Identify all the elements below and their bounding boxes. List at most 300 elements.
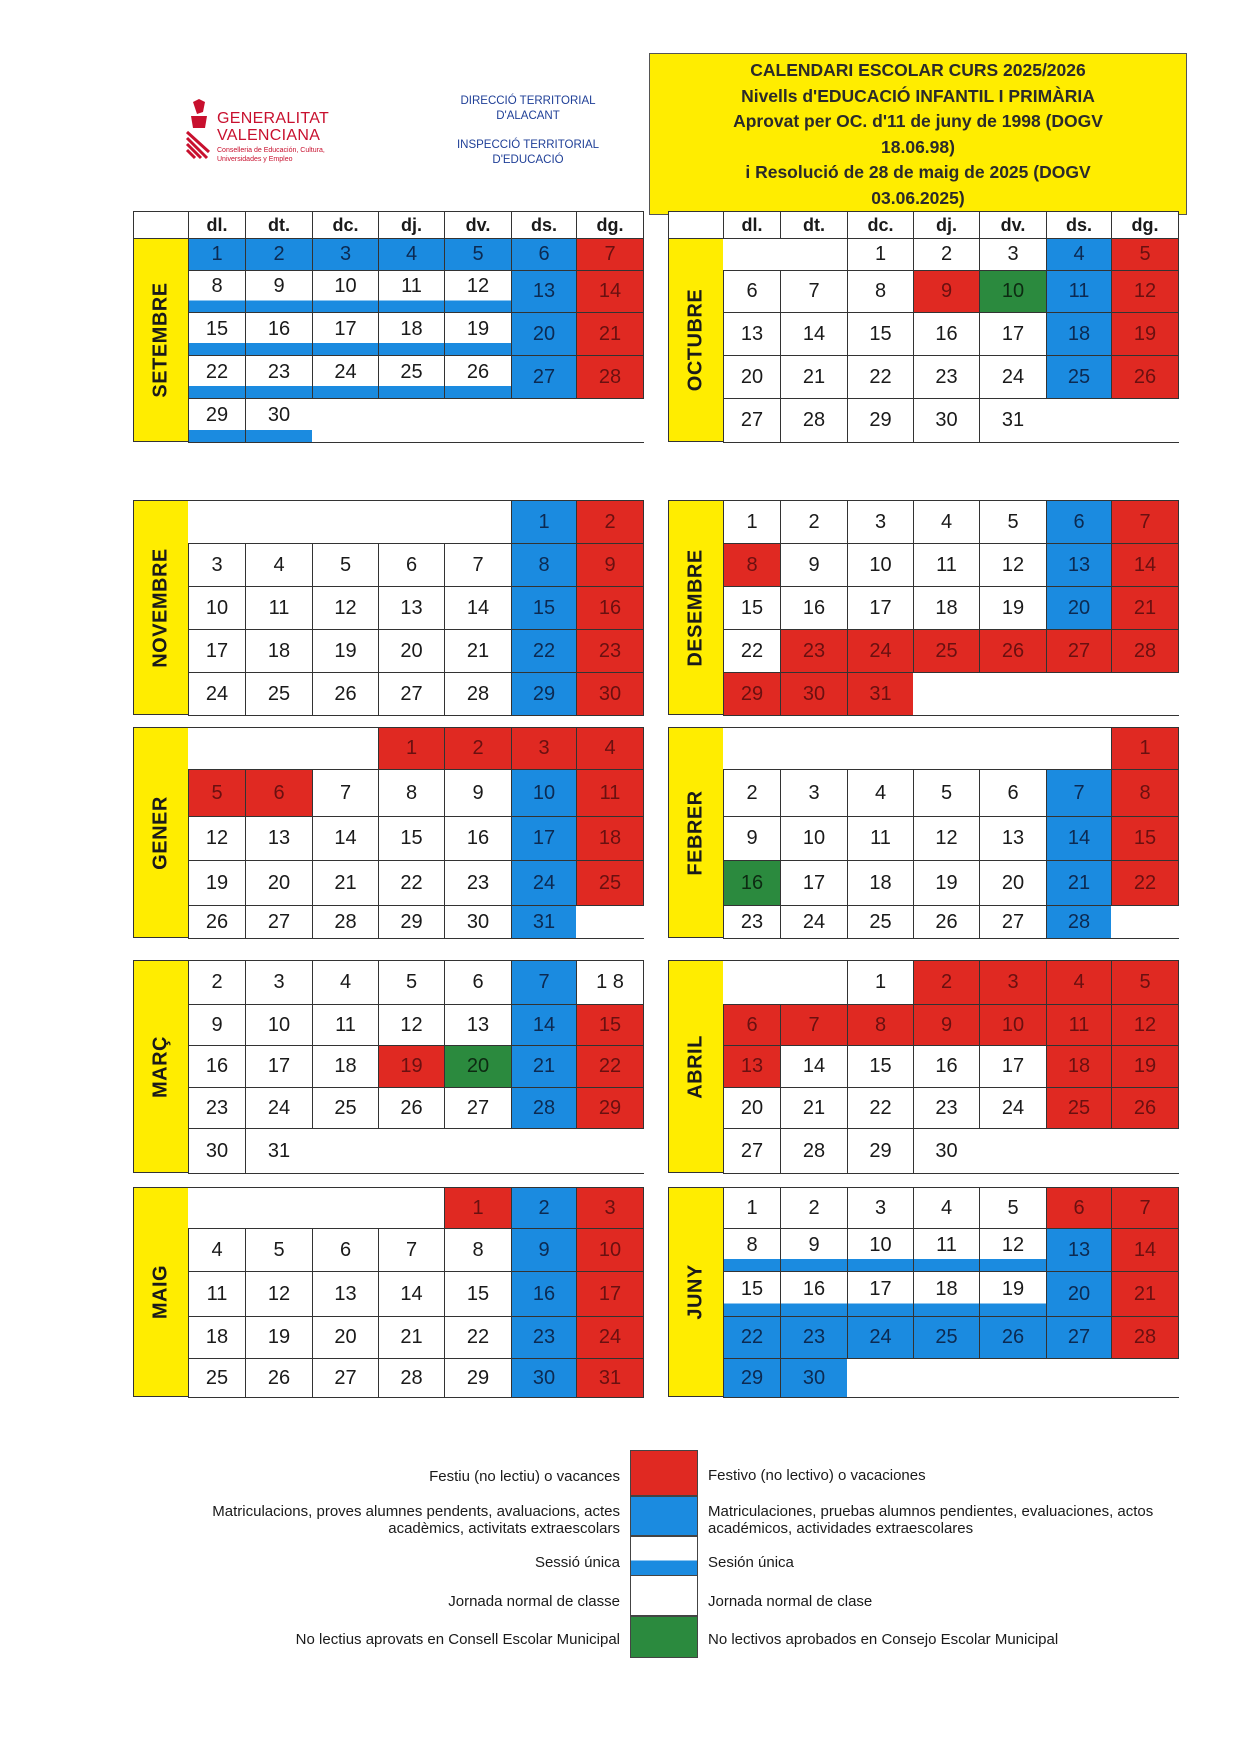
day-cell: 18 [1046, 1045, 1112, 1088]
day-cell: 21 [378, 1316, 445, 1359]
legend-label-ca: Jornada normal de classe [448, 1593, 620, 1610]
day-cell: 17 [847, 1271, 914, 1317]
day-cell: 8 [511, 543, 577, 587]
month-abril [668, 960, 1178, 1173]
day-cell: 27 [378, 672, 445, 716]
day-cell: 20 [245, 860, 313, 906]
empty-day-cell [979, 1358, 1047, 1398]
day-cell: 5 [188, 769, 246, 817]
day-cell: 3 [188, 543, 246, 587]
empty-day-cell [511, 398, 577, 443]
day-cell: 29 [576, 1087, 644, 1129]
day-cell: 6 [1046, 1187, 1112, 1229]
day-cell: 19 [188, 860, 246, 906]
day-cell: 4 [576, 727, 644, 770]
empty-day-cell [312, 1128, 379, 1174]
month-juny [668, 1187, 1178, 1397]
month-label [133, 727, 189, 938]
day-cell: 6 [723, 1004, 781, 1046]
day-cell: 26 [312, 672, 379, 716]
month-label [668, 500, 724, 715]
weekday-header: dc. [312, 211, 379, 239]
day-cell: 4 [913, 1187, 980, 1229]
legend [0, 1450, 1241, 1700]
day-cell: 17 [979, 312, 1047, 356]
day-cell: 19 [444, 312, 512, 356]
day-cell: 10 [979, 1004, 1047, 1046]
month-label [133, 238, 189, 442]
day-cell: 11 [1046, 270, 1112, 313]
day-cell: 2 [780, 500, 848, 544]
day-cell: 25 [847, 905, 914, 939]
day-cell: 5 [378, 960, 445, 1005]
day-cell: 16 [188, 1045, 246, 1088]
empty-day-cell [723, 238, 781, 271]
day-cell: 1 [847, 238, 914, 271]
empty-day-cell [979, 1128, 1047, 1174]
day-cell: 27 [245, 905, 313, 939]
day-cell: 4 [188, 1228, 246, 1272]
day-cell: 19 [979, 586, 1047, 630]
day-cell: 13 [1046, 543, 1112, 587]
day-cell: 7 [1111, 500, 1179, 544]
legend-swatch-normal [630, 1576, 698, 1616]
empty-day-cell [723, 960, 781, 1005]
directorate-line: DIRECCIÓ TERRITORIAL [460, 95, 596, 107]
day-cell: 15 [511, 586, 577, 630]
day-cell: 31 [979, 398, 1047, 443]
day-cell: 13 [723, 312, 781, 356]
month-label [668, 727, 724, 938]
day-cell: 17 [780, 860, 848, 906]
day-cell: 5 [312, 543, 379, 587]
day-cell: 2 [245, 238, 313, 271]
logo-name: GENERALITAT VALENCIANA [217, 110, 330, 144]
day-cell: 14 [511, 1004, 577, 1046]
day-cell: 18 [847, 860, 914, 906]
day-cell: 10 [847, 1228, 914, 1272]
day-cell: 26 [979, 629, 1047, 673]
day-cell: 25 [913, 629, 980, 673]
day-cell: 7 [1111, 1187, 1179, 1229]
day-cell: 28 [1111, 1316, 1179, 1359]
day-cell: 10 [780, 816, 848, 861]
day-cell: 17 [511, 816, 577, 861]
month-label [668, 960, 724, 1173]
empty-day-cell [1111, 398, 1179, 443]
empty-day-cell [780, 960, 848, 1005]
day-cell: 10 [979, 270, 1047, 313]
day-cell: 5 [979, 1187, 1047, 1229]
day-cell: 23 [913, 355, 980, 399]
empty-day-cell [780, 238, 848, 271]
empty-day-cell [444, 500, 512, 544]
day-cell: 27 [1046, 1316, 1112, 1359]
day-cell: 10 [511, 769, 577, 817]
day-cell: 28 [511, 1087, 577, 1129]
day-cell: 24 [245, 1087, 313, 1129]
day-cell: 15 [1111, 816, 1179, 861]
day-cell: 14 [1111, 543, 1179, 587]
legend-row-sessio [0, 1536, 1241, 1576]
day-cell: 6 [245, 769, 313, 817]
day-cell: 16 [780, 1271, 848, 1317]
empty-day-cell [378, 1128, 445, 1174]
day-cell: 12 [1111, 1004, 1179, 1046]
empty-day-cell [1111, 672, 1179, 716]
day-cell: 13 [312, 1271, 379, 1317]
day-cell: 22 [847, 355, 914, 399]
day-cell: 9 [188, 1004, 246, 1046]
day-cell: 28 [312, 905, 379, 939]
month-setembre [133, 211, 643, 442]
month-name: NOVEMBRE [149, 547, 172, 668]
day-cell: 25 [913, 1316, 980, 1359]
day-cell: 8 [444, 1228, 512, 1272]
day-cell: 8 [847, 270, 914, 313]
day-cell: 1 [188, 238, 246, 271]
month-name: GENER [149, 795, 172, 870]
day-cell: 8 [378, 769, 445, 817]
month-desembre [668, 500, 1178, 715]
day-cell: 16 [444, 816, 512, 861]
day-cell: 11 [188, 1271, 246, 1317]
day-cell: 16 [511, 1271, 577, 1317]
empty-day-cell [378, 1187, 445, 1229]
title-line: i Resolució de 28 de maig de 2025 (DOGV [745, 162, 1091, 182]
day-cell: 25 [576, 860, 644, 906]
day-cell: 27 [511, 355, 577, 399]
month-novembre [133, 500, 643, 715]
day-cell: 29 [444, 1358, 512, 1398]
day-cell: 21 [1046, 860, 1112, 906]
day-cell: 23 [245, 355, 313, 399]
day-cell: 15 [576, 1004, 644, 1046]
day-cell: 17 [188, 629, 246, 673]
day-cell: 30 [188, 1128, 246, 1174]
empty-day-cell [312, 727, 379, 770]
weekday-header: dc. [847, 211, 914, 239]
month-name: SETEMBRE [149, 282, 172, 398]
day-cell: 18 [378, 312, 445, 356]
day-cell: 6 [378, 543, 445, 587]
day-cell: 16 [780, 586, 848, 630]
day-cell: 1 [723, 500, 781, 544]
day-cell: 4 [378, 238, 445, 271]
day-cell: 21 [312, 860, 379, 906]
day-cell: 15 [847, 1045, 914, 1088]
day-cell: 27 [723, 1128, 781, 1174]
day-cell: 13 [511, 270, 577, 313]
day-cell: 13 [378, 586, 445, 630]
day-cell: 14 [1046, 816, 1112, 861]
day-cell: 9 [913, 270, 980, 313]
day-cell: 21 [780, 1087, 848, 1129]
empty-day-cell [576, 905, 644, 939]
day-cell: 23 [188, 1087, 246, 1129]
day-cell: 5 [245, 1228, 313, 1272]
day-cell: 16 [913, 312, 980, 356]
day-cell: 26 [913, 905, 980, 939]
day-cell: 6 [312, 1228, 379, 1272]
day-cell: 23 [576, 629, 644, 673]
day-cell: 1 [378, 727, 445, 770]
day-cell: 8 [847, 1004, 914, 1046]
empty-day-cell [378, 500, 445, 544]
legend-label-es: Jornada normal de clase [708, 1593, 873, 1610]
day-cell: 9 [511, 1228, 577, 1272]
day-cell: 26 [1111, 355, 1179, 399]
day-cell: 8 [723, 543, 781, 587]
day-cell: 26 [378, 1087, 445, 1129]
day-cell: 12 [979, 1228, 1047, 1272]
day-cell: 14 [576, 270, 644, 313]
month-maig [133, 1187, 643, 1397]
day-cell: 29 [188, 398, 246, 443]
day-cell: 10 [312, 270, 379, 313]
day-cell: 21 [444, 629, 512, 673]
month-name: ABRIL [684, 1034, 707, 1099]
day-cell: 1 [723, 1187, 781, 1229]
day-cell: 22 [723, 1316, 781, 1359]
day-cell: 22 [576, 1045, 644, 1088]
logo-subtitle: Conselleria de Educación, Cultura, Universidades y Empleo [217, 147, 325, 163]
day-cell: 5 [1111, 960, 1179, 1005]
empty-day-cell [723, 727, 781, 770]
header-corner [668, 211, 724, 239]
day-cell: 7 [576, 238, 644, 271]
day-cell: 24 [511, 860, 577, 906]
month-label [668, 1187, 724, 1397]
month-febrer [668, 727, 1178, 938]
day-cell: 28 [1111, 629, 1179, 673]
legend-swatch-matricula [630, 1496, 698, 1536]
day-cell: 6 [723, 270, 781, 313]
legend-label-ca: No lectius aprovats en Consell Escolar Municipal [295, 1631, 620, 1648]
day-cell: 17 [576, 1271, 644, 1317]
day-cell: 30 [913, 1128, 980, 1174]
day-cell: 11 [576, 769, 644, 817]
day-cell: 3 [245, 960, 313, 1005]
weekday-header: dt. [245, 211, 313, 239]
day-cell: 2 [913, 960, 980, 1005]
empty-day-cell [245, 727, 313, 770]
day-cell: 30 [780, 1358, 848, 1398]
day-cell: 27 [444, 1087, 512, 1129]
day-cell: 29 [378, 905, 445, 939]
day-cell: 20 [444, 1045, 512, 1088]
day-cell: 2 [444, 727, 512, 770]
day-cell: 3 [847, 1187, 914, 1229]
day-cell: 3 [847, 500, 914, 544]
day-cell: 20 [312, 1316, 379, 1359]
day-cell: 25 [1046, 1087, 1112, 1129]
day-cell: 7 [780, 270, 848, 313]
day-cell: 17 [245, 1045, 313, 1088]
day-cell: 21 [511, 1045, 577, 1088]
day-cell: 15 [188, 312, 246, 356]
day-cell: 24 [847, 1316, 914, 1359]
empty-day-cell [1111, 905, 1179, 939]
day-cell: 12 [378, 1004, 445, 1046]
empty-day-cell [1046, 1128, 1112, 1174]
day-cell: 1 8 [576, 960, 644, 1005]
day-cell: 5 [979, 500, 1047, 544]
day-cell: 19 [378, 1045, 445, 1088]
day-cell: 30 [245, 398, 313, 443]
empty-day-cell [913, 672, 980, 716]
day-cell: 28 [378, 1358, 445, 1398]
day-cell: 11 [847, 816, 914, 861]
weekday-header: dl. [723, 211, 781, 239]
day-cell: 27 [723, 398, 781, 443]
day-cell: 13 [1046, 1228, 1112, 1272]
day-cell: 9 [913, 1004, 980, 1046]
empty-day-cell [1046, 398, 1112, 443]
day-cell: 25 [245, 672, 313, 716]
day-cell: 24 [780, 905, 848, 939]
day-cell: 10 [847, 543, 914, 587]
day-cell: 15 [723, 586, 781, 630]
day-cell: 3 [511, 727, 577, 770]
day-cell: 30 [576, 672, 644, 716]
day-cell: 21 [1111, 1271, 1179, 1317]
weekday-header: ds. [1046, 211, 1112, 239]
legend-swatch-sessio [630, 1536, 698, 1576]
day-cell: 20 [1046, 586, 1112, 630]
empty-day-cell [847, 727, 914, 770]
legend-row-matricula [0, 1496, 1241, 1536]
day-cell: 31 [847, 672, 914, 716]
month-name: JUNY [684, 1264, 707, 1320]
day-cell: 14 [378, 1271, 445, 1317]
title-line: 18.06.98) [881, 136, 955, 157]
day-cell: 24 [979, 1087, 1047, 1129]
empty-day-cell [245, 500, 313, 544]
day-cell: 12 [312, 586, 379, 630]
empty-day-cell [913, 727, 980, 770]
empty-day-cell [913, 1358, 980, 1398]
day-cell: 20 [378, 629, 445, 673]
day-cell: 1 [847, 960, 914, 1005]
day-cell: 6 [1046, 500, 1112, 544]
day-cell: 4 [1046, 238, 1112, 271]
day-cell: 27 [312, 1358, 379, 1398]
weekday-header: dl. [188, 211, 246, 239]
day-cell: 12 [979, 543, 1047, 587]
day-cell: 4 [1046, 960, 1112, 1005]
day-cell: 6 [511, 238, 577, 271]
day-cell: 3 [979, 238, 1047, 271]
day-cell: 20 [723, 1087, 781, 1129]
day-cell: 9 [723, 816, 781, 861]
day-cell: 2 [723, 769, 781, 817]
day-cell: 12 [913, 816, 980, 861]
day-cell: 14 [780, 1045, 848, 1088]
legend-row-festiu [0, 1450, 1241, 1490]
day-cell: 26 [188, 905, 246, 939]
empty-day-cell [1046, 727, 1112, 770]
day-cell: 16 [723, 860, 781, 906]
day-cell: 9 [576, 543, 644, 587]
empty-day-cell [312, 500, 379, 544]
day-cell: 3 [312, 238, 379, 271]
day-cell: 11 [913, 1228, 980, 1272]
day-cell: 19 [245, 1316, 313, 1359]
title-line: CALENDARI ESCOLAR CURS 2025/2026 [750, 60, 1086, 80]
month-label [133, 960, 189, 1173]
month-name: OCTUBRE [684, 288, 707, 392]
legend-label-es: Matriculaciones, pruebas alumnos pendientes, evaluaciones, actos académicos, actividades extraescolares [708, 1503, 1154, 1537]
day-cell: 18 [913, 1271, 980, 1317]
day-cell: 9 [780, 1228, 848, 1272]
day-cell: 17 [847, 586, 914, 630]
legend-label-ca: Sessió única [534, 1554, 620, 1571]
day-cell: 5 [913, 769, 980, 817]
empty-day-cell [245, 1187, 313, 1229]
day-cell: 3 [979, 960, 1047, 1005]
day-cell: 1 [444, 1187, 512, 1229]
day-cell: 26 [245, 1358, 313, 1398]
day-cell: 2 [576, 500, 644, 544]
day-cell: 19 [1111, 1045, 1179, 1088]
day-cell: 6 [444, 960, 512, 1005]
day-cell: 12 [1111, 270, 1179, 313]
title-line: Aprovat per OC. d'11 de juny de 1998 (DOGV [733, 111, 1103, 131]
day-cell: 14 [444, 586, 512, 630]
day-cell: 27 [1046, 629, 1112, 673]
day-cell: 7 [444, 543, 512, 587]
day-cell: 21 [576, 312, 644, 356]
day-cell: 30 [913, 398, 980, 443]
day-cell: 31 [511, 905, 577, 939]
day-cell: 28 [1046, 905, 1112, 939]
day-cell: 30 [780, 672, 848, 716]
day-cell: 19 [1111, 312, 1179, 356]
day-cell: 20 [511, 312, 577, 356]
day-cell: 11 [378, 270, 445, 313]
day-cell: 17 [312, 312, 379, 356]
day-cell: 2 [511, 1187, 577, 1229]
day-cell: 4 [312, 960, 379, 1005]
day-cell: 7 [1046, 769, 1112, 817]
day-cell: 8 [723, 1228, 781, 1272]
day-cell: 15 [444, 1271, 512, 1317]
day-cell: 25 [378, 355, 445, 399]
directorate-text [428, 94, 628, 182]
empty-day-cell [312, 1187, 379, 1229]
day-cell: 3 [576, 1187, 644, 1229]
empty-day-cell [444, 1128, 512, 1174]
day-cell: 3 [780, 769, 848, 817]
day-cell: 27 [979, 905, 1047, 939]
month-març [133, 960, 643, 1173]
day-cell: 6 [979, 769, 1047, 817]
day-cell: 30 [511, 1358, 577, 1398]
day-cell: 26 [979, 1316, 1047, 1359]
empty-day-cell [1046, 1358, 1112, 1398]
inspection-line: INSPECCIÓ TERRITORIAL [456, 139, 600, 151]
day-cell: 14 [312, 816, 379, 861]
empty-day-cell [576, 1128, 644, 1174]
month-name: MARÇ [149, 1035, 172, 1098]
day-cell: 18 [245, 629, 313, 673]
day-cell: 18 [188, 1316, 246, 1359]
legend-label-ca: Festiu (no lectiu) o vacances [429, 1468, 620, 1485]
day-cell: 4 [913, 500, 980, 544]
day-cell: 22 [188, 355, 246, 399]
day-cell: 24 [979, 355, 1047, 399]
